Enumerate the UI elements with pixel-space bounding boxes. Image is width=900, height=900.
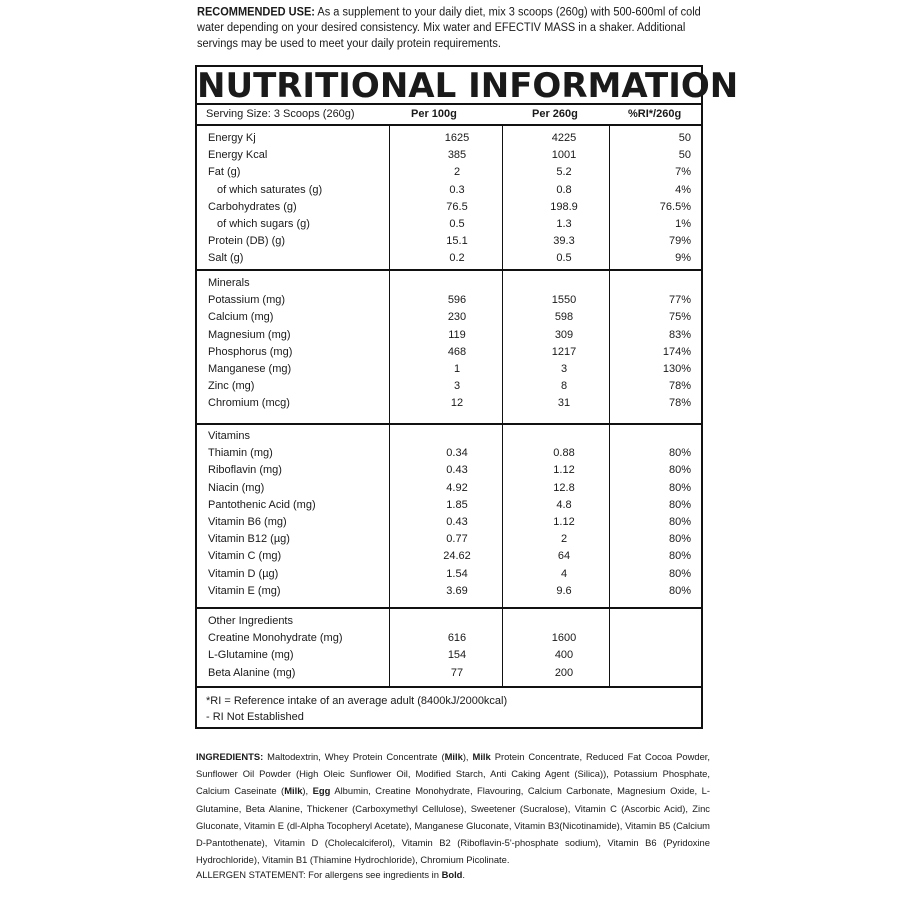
nutrient-row	[197, 630, 701, 647]
nutrient-row	[197, 462, 701, 479]
value-per-100g: 385	[447, 149, 467, 162]
value-ri: 76.5%	[659, 200, 691, 213]
divider	[197, 269, 701, 271]
section-title-other: Other Ingredients	[208, 615, 293, 627]
value-per-100g: 1625	[444, 132, 470, 144]
energy-section	[197, 130, 701, 268]
value-per-260g: 4225	[551, 132, 577, 144]
nutrient-name: Creatine Monohydrate (mg)	[208, 632, 343, 645]
value-per-100g: 0.77	[446, 533, 468, 546]
value-per-260g: 0.5	[556, 252, 572, 265]
nutrient-row	[197, 147, 701, 164]
nutrient-name: Energy Kj	[208, 132, 256, 144]
nutrient-row	[197, 514, 701, 531]
value-ri: 80%	[668, 515, 691, 528]
value-per-100g: 0.2	[449, 252, 465, 265]
header-per-260g: Per 260g	[532, 108, 578, 120]
nutrient-name: L-Glutamine (mg)	[208, 649, 294, 662]
nutrient-row	[197, 250, 701, 267]
nutrient-name: Niacin (mg)	[208, 481, 265, 494]
nutrient-row	[197, 395, 701, 412]
value-per-100g: 76.5	[446, 200, 468, 213]
nutrient-name: Potassium (mg)	[208, 294, 286, 307]
panel-title: NUTRITIONAL INFORMATION	[197, 66, 739, 106]
value-ri: 4%	[675, 183, 691, 196]
value-per-260g: 9.6	[556, 584, 572, 597]
nutrient-name: Riboflavin (mg)	[208, 464, 282, 477]
footnote	[206, 693, 507, 725]
divider	[197, 423, 701, 425]
nutrient-name: Vitamin B12 (µg)	[208, 533, 290, 546]
value-per-100g: 119	[448, 328, 466, 341]
ingredients-fragment: Albumin, Creatine Monohydrate, Flavouring, Calcium Carbonate, Magnesium Oxide, L-Glutamine, Beta Alanine, Thickener (Carboxymethyl Cellulose), Sweetener (Sucralose), Vitamin C (Ascorbic Acid), Zinc Gluconate, Vitamin E (dl-Alpha Tocopheryl Acetate), Manganese Gluconate, Vitamin B3(Nicotinamide), Vitamin B5 (Calcium D-Pantothenate), Vitamin D (Cholecalciferol), Vitamin B2 (Riboflavin-5'-phosphate sodium), Vitamin B6 (Pyridoxine Hydrochloride), Vitamin B1 (Thiamine Hydrochloride), Chromium Picolinate.	[196, 785, 710, 866]
value-ri: 80%	[668, 550, 691, 563]
ingredients-text	[196, 748, 710, 868]
ingredients-fragment: ),	[302, 785, 313, 797]
value-per-100g: 0.43	[446, 515, 468, 528]
value-per-260g: 2	[560, 533, 568, 546]
table-header	[197, 104, 701, 124]
value-ri: 80%	[668, 533, 691, 546]
nutrient-name: Pantothenic Acid (mg)	[208, 498, 316, 511]
nutrient-row	[197, 164, 701, 181]
nutrient-row	[197, 583, 701, 600]
nutrient-row	[197, 130, 701, 147]
serving-size: Serving Size: 3 Scoops (260g)	[206, 108, 355, 120]
allergen-end: .	[462, 869, 466, 880]
value-ri: 7%	[675, 166, 691, 179]
value-per-260g: 598	[554, 311, 574, 324]
nutrient-name: Carbohydrates (g)	[208, 200, 297, 213]
value-ri: 50	[678, 132, 691, 144]
allergen-highlight: Egg	[312, 785, 331, 797]
value-ri: 78%	[668, 397, 691, 410]
value-ri: 80%	[668, 584, 691, 597]
header-per-100g: Per 100g	[411, 108, 457, 120]
nutrient-name: Fat (g)	[208, 166, 241, 179]
value-ri: 130%	[662, 362, 691, 375]
nutrient-row	[197, 309, 701, 326]
nutrient-row	[197, 445, 701, 462]
value-per-260g: 1.3	[556, 217, 572, 230]
nutrient-row	[197, 344, 701, 361]
nutrient-row	[197, 480, 701, 497]
value-per-260g: 5.2	[556, 166, 572, 179]
nutrient-name: Vitamin C (mg)	[208, 550, 282, 563]
value-per-100g: 3.69	[446, 584, 468, 597]
value-per-100g: 616	[447, 632, 467, 645]
value-ri: 77%	[668, 294, 691, 307]
value-per-100g: 2	[453, 166, 461, 179]
value-per-260g: 4.8	[556, 498, 572, 511]
other-ingredients-section	[197, 613, 701, 682]
value-per-260g: 1001	[551, 149, 577, 162]
allergen-highlight: Milk	[444, 751, 463, 762]
section-title-vitamins: Vitamins	[208, 430, 250, 442]
nutrient-row	[197, 497, 701, 514]
nutrient-name: Vitamin E (mg)	[208, 584, 281, 597]
divider	[197, 607, 701, 609]
value-ri: 50	[678, 149, 691, 162]
recommended-use	[197, 5, 712, 52]
value-per-100g: 0.5	[449, 217, 465, 230]
divider	[197, 686, 701, 688]
value-per-100g: 1	[453, 362, 461, 375]
nutrient-name: Beta Alanine (mg)	[208, 666, 296, 679]
value-per-260g: 309	[554, 328, 574, 341]
value-ri: 80%	[668, 447, 691, 460]
nutrient-row	[197, 361, 701, 378]
minerals-section	[197, 275, 701, 413]
value-per-260g: 198.9	[550, 200, 578, 213]
value-per-260g: 200	[554, 666, 574, 679]
value-ri: 83%	[668, 328, 691, 341]
nutrient-row	[197, 378, 701, 395]
value-per-260g: 1.12	[553, 464, 575, 477]
nutrient-name: Energy Kcal	[208, 149, 268, 162]
value-per-100g: 154	[447, 649, 467, 662]
allergen-bold: Bold	[441, 869, 463, 880]
ingredients-fragment: ),	[462, 751, 473, 762]
nutrient-name: Thiamin (mg)	[208, 447, 273, 460]
ingredients-label: INGREDIENTS:	[196, 751, 264, 762]
nutrient-name: Calcium (mg)	[208, 311, 274, 324]
value-per-100g: 15.1	[446, 235, 468, 248]
nutrition-panel	[195, 65, 739, 729]
nutrient-name: Vitamin D (µg)	[208, 567, 279, 580]
value-per-260g: 4	[560, 567, 568, 580]
footnote-not-established: - RI Not Established	[206, 711, 304, 723]
nutrient-row	[197, 199, 701, 216]
nutrient-row	[197, 665, 701, 682]
nutrient-name: Zinc (mg)	[208, 380, 255, 393]
nutrient-row	[197, 548, 701, 565]
value-ri: 1%	[675, 217, 691, 230]
allergen-statement	[196, 866, 465, 883]
header-ri: %RI*/260g	[628, 108, 682, 120]
ingredients-fragment: Maltodextrin, Whey Protein Concentrate (	[263, 751, 445, 762]
value-per-100g: 77	[450, 666, 464, 679]
nutrient-name: Magnesium (mg)	[208, 328, 291, 341]
nutrient-row	[197, 292, 701, 309]
value-per-260g: 1.12	[553, 515, 575, 528]
nutrient-row	[197, 531, 701, 548]
value-per-260g: 12.8	[553, 481, 575, 494]
value-per-100g: 0.34	[446, 447, 468, 460]
value-ri: 80%	[668, 464, 691, 477]
vitamins-section	[197, 428, 701, 600]
value-per-260g: 0.8	[556, 183, 572, 196]
nutrient-name: Vitamin B6 (mg)	[208, 515, 287, 528]
value-per-100g: 12	[450, 397, 464, 410]
footnote-ri: *RI = Reference intake of an average adult (8400kJ/2000kcal)	[206, 695, 508, 707]
value-per-100g: 0.3	[449, 183, 465, 196]
nutrient-name: Protein (DB) (g)	[208, 235, 286, 248]
nutrient-row	[197, 647, 701, 664]
allergen-highlight: Milk	[472, 751, 491, 762]
ingredients-fragment: Protein Concentrate, Reduced Fat Cocoa Powder, Sunflower Oil Powder (High Oleic Sunflower Oil, Modified Starch, Anti Caking Agent (Silica)), Potassium Phosphate, Calcium Caseinate (	[196, 751, 710, 797]
value-per-260g: 1550	[551, 294, 577, 307]
value-ri: 75%	[668, 311, 691, 324]
value-ri: 79%	[668, 235, 691, 248]
nutrient-row	[197, 182, 701, 199]
nutrient-name: Phosphorus (mg)	[208, 345, 293, 358]
value-per-100g: 4.92	[446, 481, 468, 494]
value-per-260g: 39.3	[553, 235, 575, 248]
nutrient-row	[197, 216, 701, 233]
value-per-260g: 1600	[551, 632, 577, 645]
value-per-100g: 24.62	[443, 550, 471, 563]
nutrient-name: of which saturates (g)	[217, 183, 323, 196]
value-per-100g: 1.54	[446, 567, 468, 580]
allergen-highlight: Milk	[284, 785, 303, 797]
value-ri: 80%	[668, 481, 691, 494]
nutrient-row	[197, 233, 701, 250]
nutrient-name: Chromium (mcg)	[208, 397, 290, 410]
nutrient-name: Manganese (mg)	[208, 362, 292, 375]
value-per-260g: 400	[554, 649, 574, 662]
value-per-100g: 230	[447, 311, 467, 324]
value-per-100g: 1.85	[446, 498, 468, 511]
value-ri: 80%	[668, 498, 691, 511]
value-ri: 174%	[662, 345, 691, 358]
value-per-100g: 468	[447, 345, 467, 358]
recommended-use-label: RECOMMENDED USE:	[197, 6, 315, 19]
nutrient-name: Salt (g)	[208, 252, 244, 265]
value-per-260g: 31	[557, 397, 571, 410]
value-per-260g: 1217	[551, 345, 577, 358]
value-ri: 9%	[675, 252, 691, 265]
value-per-260g: 8	[560, 380, 568, 393]
nutrient-row	[197, 566, 701, 583]
value-per-260g: 0.88	[553, 447, 575, 460]
value-per-260g: 64	[557, 550, 571, 563]
value-per-260g: 3	[560, 362, 568, 375]
divider	[197, 124, 701, 126]
nutrient-row	[197, 327, 701, 344]
section-title-minerals: Minerals	[208, 277, 250, 289]
value-per-100g: 596	[447, 294, 467, 307]
nutrient-name: of which sugars (g)	[217, 217, 310, 230]
value-per-100g: 3	[453, 380, 461, 393]
allergen-text: ALLERGEN STATEMENT: For allergens see ingredients in	[196, 869, 442, 880]
value-ri: 80%	[668, 567, 691, 580]
value-per-100g: 0.43	[446, 464, 468, 477]
recommended-use-text: As a supplement to your daily diet, mix 3 scoops (260g) with 500-600ml of cold water depending on your desired consistency. Mix water and EFECTIV MASS in a shaker. Additional servings may be used to meet your daily protein requirements.	[197, 6, 701, 51]
value-ri: 78%	[668, 380, 691, 393]
